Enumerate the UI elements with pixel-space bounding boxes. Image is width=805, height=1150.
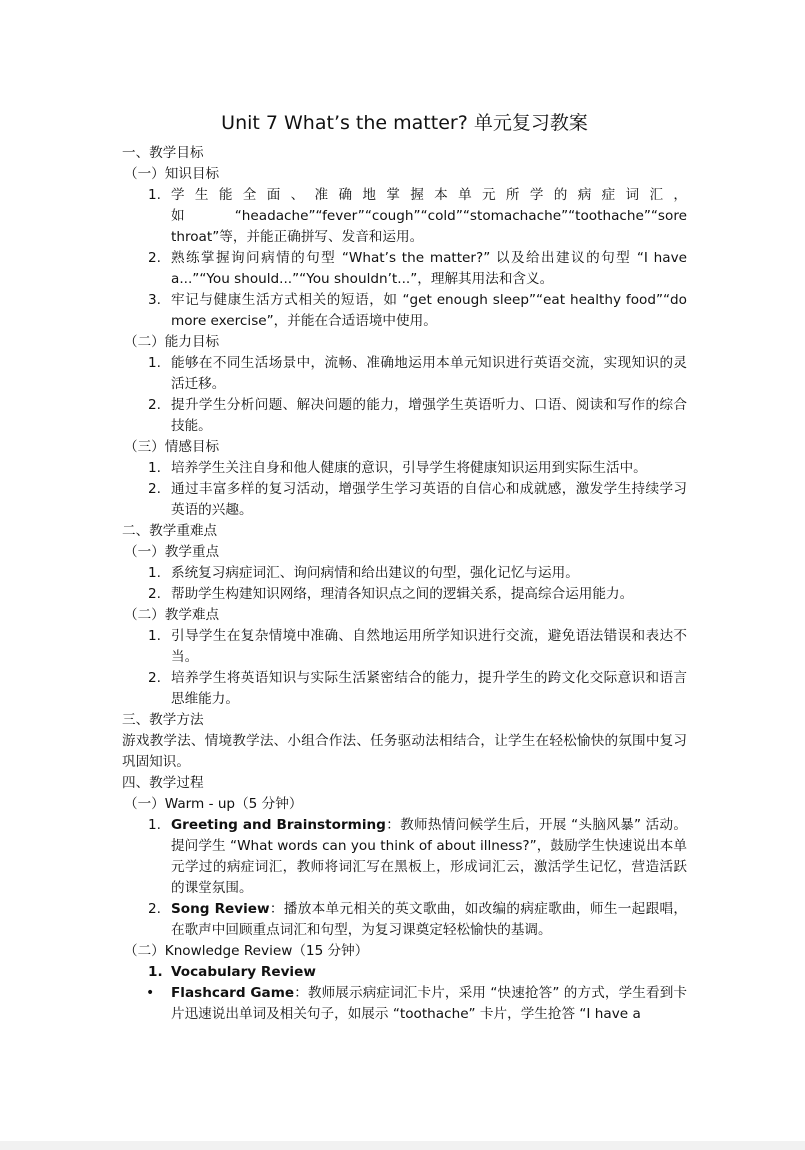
list-item: 1. 培养学生关注自身和他人健康的意识，引导学生将健康知识运用到实际生活中。 [148, 460, 647, 476]
list-item: 1. Greeting and Brainstorming：教师热情问候学生后，开展 “头脑风暴” 活动。提问学生 “What words can you think of about illness?”，鼓励学生快速说出本单元学过的病症词汇，教师将词汇写在黑板上，形成词汇云，激活学生记忆，营造活跃的课堂氛围。 [148, 817, 687, 896]
document-title: Unit 7 What’s the matter? 单元复习教案 [221, 112, 588, 134]
subsection-heading-focus: （一）教学重点 [124, 544, 220, 560]
section-heading-objectives: 一、教学目标 [122, 145, 204, 161]
list-item: 2. Song Review：播放本单元相关的英文歌曲，如改编的病症歌曲，师生一起跟唱，在歌声中回顾重点词汇和句型，为复习课奠定轻松愉快的基调。 [148, 901, 687, 938]
subsection-heading-knowledge: （一）知识目标 [124, 166, 220, 182]
section-heading-key-points: 二、教学重难点 [122, 523, 218, 539]
list-item: 2. 培养学生将英语知识与实际生活紧密结合的能力，提升学生的跨文化交际意识和语言思维能力。 [148, 670, 687, 707]
list-item: 2. 帮助学生构建知识网络，理清各知识点之间的逻辑关系，提高综合运用能力。 [148, 586, 634, 602]
document-content [122, 109, 687, 1025]
list-item: 1. Vocabulary Review [148, 964, 316, 980]
list-item: 3. 牢记与健康生活方式相关的短语，如 “get enough sleep”“eat healthy food”“do more exercise”，并能在合适语境中使用。 [148, 292, 687, 329]
bullet-icon: • [146, 985, 155, 1001]
subsection-heading-emotion: （三）情感目标 [124, 439, 220, 455]
list-item: 1. 能够在不同生活场景中，流畅、准确地运用本单元知识进行英语交流，实现知识的灵活迁移。 [148, 355, 687, 392]
methods-paragraph: 游戏教学法、情境教学法、小组合作法、任务驱动法相结合，让学生在轻松愉快的氛围中复习巩固知识。 [122, 733, 687, 770]
subsection-heading-ability: （二）能力目标 [124, 334, 220, 350]
subsection-heading-knowledge-review: （二）Knowledge Review（15 分钟） [124, 943, 369, 959]
section-heading-process: 四、教学过程 [122, 775, 204, 791]
list-item: 1. 学生能全面、准确地掌握本单元所学的病症词汇，如“headache”“fever”“cough”“cold”“stomachache”“toothache”“sore throat”等，并能正确拼写、发音和运用。 [148, 187, 687, 245]
list-item: 1. 系统复习病症词汇、询问病情和给出建议的句型，强化记忆与运用。 [148, 565, 579, 581]
subsection-heading-warmup: （一）Warm - up（5 分钟） [124, 796, 303, 812]
section-heading-methods: 三、教学方法 [122, 712, 204, 728]
list-item: 2. 通过丰富多样的复习活动，增强学生学习英语的自信心和成就感，激发学生持续学习英语的兴趣。 [148, 481, 687, 518]
list-item: 1. 引导学生在复杂情境中准确、自然地运用所学知识进行交流，避免语法错误和表达不当。 [148, 628, 687, 665]
bullet-item: • Flashcard Game：教师展示病症词汇卡片，采用 “快速抢答” 的方式，学生看到卡片迅速说出单词及相关句子，如展示 “toothache” 卡片，学生抢答 “I have a [146, 985, 687, 1022]
list-item: 2. 提升学生分析问题、解决问题的能力，增强学生英语听力、口语、阅读和写作的综合技能。 [148, 397, 687, 434]
subsection-heading-difficulty: （二）教学难点 [124, 607, 220, 623]
list-item: 2. 熟练掌握询问病情的句型 “What’s the matter?” 以及给出建议的句型 “I have a...”“You should...”“You shouldn’t...”，理解其用法和含义。 [148, 250, 687, 287]
